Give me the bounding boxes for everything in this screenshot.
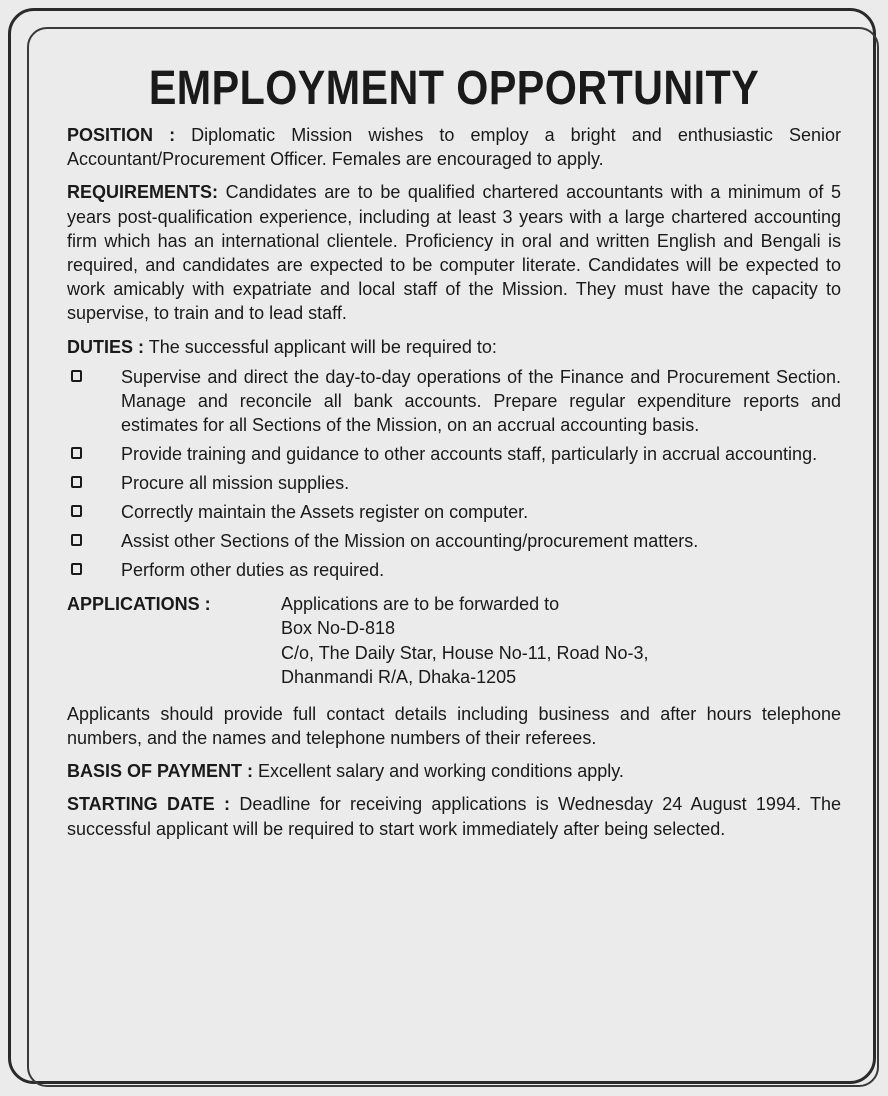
- duties-label: DUTIES :: [67, 336, 145, 357]
- requirements-text: Candidates are to be qualified chartered accountants with a minimum of 5 years post-qualification experience, including at least 3 years with a large chartered accounting firm which has an international clientele. Proficiency in oral and written English and Bengali is required, and candidates are expected to be computer literate. Candidates will be expected to work amicably with expatriate and local staff of the Mission. They must have the capacity to supervise, to train and to lead staff.: [67, 182, 841, 324]
- duty-text: Procure all mission supplies.: [121, 472, 350, 493]
- checkbox-bullet-icon: [71, 563, 82, 575]
- checkbox-bullet-icon: [71, 505, 82, 517]
- checkbox-bullet-icon: [71, 534, 82, 546]
- checkbox-bullet-icon: [71, 447, 82, 459]
- duty-text: Assist other Sections of the Mission on accounting/procurement matters.: [121, 530, 699, 551]
- payment-label: BASIS OF PAYMENT :: [67, 761, 254, 782]
- duty-item: [67, 558, 841, 582]
- checkbox-bullet-icon: [71, 476, 82, 488]
- starting-date-section: [67, 792, 841, 840]
- ad-frame: [27, 27, 879, 1087]
- starting-date-label: STARTING DATE :: [67, 794, 230, 815]
- applications-address: [281, 592, 649, 690]
- duty-item: [67, 529, 841, 553]
- ad-title: EMPLOYMENT OPPORTUNITY: [148, 62, 760, 115]
- duty-text: Perform other duties as required.: [121, 559, 385, 580]
- requirements-label: REQUIREMENTS:: [67, 182, 219, 203]
- outer-border: [8, 8, 876, 1084]
- payment-text: Excellent salary and working conditions apply.: [258, 761, 624, 782]
- duty-text: Supervise and direct the day-to-day operations of the Finance and Procurement Section. Manage and reconcile all bank accounts. Prepare regular expenditure reports and estimates for all Sections of the Mission, on an accrual accounting basis.: [121, 366, 841, 435]
- duty-text: Provide training and guidance to other accounts staff, particularly in accrual accounting.: [121, 443, 818, 464]
- address-line: Box No-D-818: [281, 618, 396, 639]
- duty-item: [67, 500, 841, 524]
- payment-section: [67, 759, 841, 783]
- duty-item: [67, 365, 841, 437]
- position-text: Diplomatic Mission wishes to employ a bright and enthusiastic Senior Accountant/Procurement Officer. Females are encouraged to apply.: [67, 125, 841, 170]
- requirements-section: [67, 180, 841, 325]
- duty-item: [67, 442, 841, 466]
- position-section: [67, 123, 841, 171]
- duty-item: [67, 471, 841, 495]
- duties-intro: The successful applicant will be required to:: [148, 336, 497, 357]
- address-line: C/o, The Daily Star, House No-11, Road No-3,: [281, 642, 649, 663]
- address-line: Dhanmandi R/A, Dhaka-1205: [281, 667, 517, 688]
- position-label: POSITION :: [67, 125, 176, 145]
- address-line: Applications are to be forwarded to: [281, 593, 560, 614]
- duties-section: [67, 335, 841, 359]
- duties-list: [67, 365, 841, 582]
- checkbox-bullet-icon: [71, 370, 82, 382]
- applications-label: APPLICATIONS :: [67, 593, 211, 614]
- applications-section: [67, 592, 841, 690]
- contact-note: Applicants should provide full contact details including business and after hours telephone numbers, and the names and telephone numbers of their referees.: [67, 703, 841, 749]
- duty-text: Correctly maintain the Assets register on computer.: [121, 501, 529, 522]
- starting-date-text: Deadline for receiving applications is Wednesday 24 August 1994. The successful applicant will be required to start work immediately after being selected.: [67, 794, 841, 839]
